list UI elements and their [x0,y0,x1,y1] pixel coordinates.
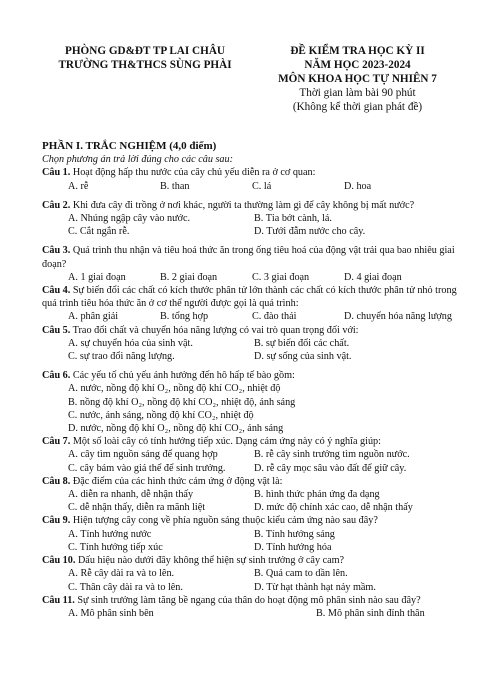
question-text: Các yếu tố chủ yếu ảnh hưởng đến hô hấp tế bào gồm: [70,370,295,382]
option-a: A. cây tìm nguồn sáng để quang hợp [68,449,218,461]
option-b: B. hình thức phản ứng đa dạng [254,489,380,501]
option-b: B. sự biến đổi các chất. [254,337,350,349]
question-number: Câu 4. [42,285,71,297]
exam-header [250,44,465,114]
option-c: C. nước, ánh sáng, nồng độ khí CO₂, nhiệt độ [68,409,254,421]
question-10-options [42,567,462,580]
option-a: A. 1 giai đoạn [68,271,126,283]
school-year: NĂM HỌC 2023-2024 [304,59,411,71]
question-5-options-row2 [42,350,462,363]
question-10-options-row2 [42,581,462,594]
question-9-options-row2 [42,541,462,554]
question-5-options [42,337,462,350]
option-d: D. Tưới đẫm nước cho cây. [254,226,366,238]
question-number: Câu 11. [42,594,75,606]
option-b: B. than [160,180,190,192]
option-d: D. Từ hạt thành hạt nảy mầm. [254,581,376,593]
question-text: Sự biến đổi các chất có kích thước phân tử lớn thành các chất có kích thước phân tử nhỏ trong quá trình tiêu hóa thức ăn ở cơ thể người được gọi là quá trình: [42,285,457,310]
option-a: A. nước, nồng độ khí O₂, nồng độ khí CO₂, nhiệt độ [68,383,281,395]
question-8-options [42,488,462,501]
question-text: Dấu hiệu nào dưới đây không thể hiện sự sinh trưởng ở cây cam? [75,555,345,567]
question-number: Câu 6. [42,370,71,382]
question-7 [42,435,462,448]
question-number: Câu 1. [42,167,71,179]
option-a: A. Nhúng ngập cây vào nước. [68,213,191,225]
question-8-options-row2 [42,501,462,514]
question-7-options-row2 [42,462,462,475]
question-number: Câu 8. [42,475,71,487]
section-title: PHẦN I. TRẮC NGHIỆM (4,0 điểm) [42,140,217,152]
option-b: B. nồng độ khí O₂, nồng độ khí CO₂, nhiệt độ, ánh sáng [68,396,296,408]
question-2 [42,199,462,212]
option-b: B. Tỉa bớt cành, lá. [254,213,332,225]
option-a: A. diễn ra nhanh, dễ nhận thấy [68,489,194,501]
question-4-options [42,310,462,323]
option-a: A. phân giải [68,311,119,323]
question-2-options [42,212,462,225]
question-number: Câu 10. [42,555,76,567]
question-1-options [42,180,462,193]
question-number: Câu 9. [42,515,71,527]
question-text: Một số loài cây có tính hướng tiếp xúc. Dạng cảm ứng này có ý nghĩa giúp: [70,436,381,448]
option-b: B. rễ cây sinh trưởng tìm nguồn nước. [254,449,410,461]
option-b: B. Quả cam to dần lên. [254,568,348,580]
option-d: D. Tính hướng hóa [254,541,332,553]
option-c: C. 3 giai đoạn [252,271,310,283]
question-9 [42,514,462,527]
option-a: A. Rễ cây dài ra và to lên. [68,568,175,580]
school-name: TRƯỜNG TH&THCS SÙNG PHÀI [58,59,232,71]
exam-content [42,140,462,620]
school-header [40,44,250,72]
question-7-options [42,448,462,461]
option-c: C. sự trao đổi năng lượng. [68,351,175,363]
option-d: D. 4 giai đoạn [344,271,402,283]
exam-duration: Thời gian làm bài 90 phút [299,87,416,99]
option-c: C. cây bám vào giá thể để sinh trưởng. [68,462,226,474]
option-d: D. sự sống của sinh vật. [254,351,352,363]
option-c: C. Thân cây dài ra và to lên. [68,581,183,593]
question-text: Trao đổi chất và chuyển hóa năng lượng có vai trò quan trọng đối với: [70,324,359,336]
option-d: D. mức độ chính xác cao, dễ nhận thấy [254,502,413,514]
option-d: D. chuyển hóa năng lượng [344,311,452,323]
option-c: C. đào thải [252,311,297,323]
option-a: A. sự chuyển hóa của sinh vật. [68,337,193,349]
question-number: Câu 7. [42,436,71,448]
question-text: Khi đưa cây đi trồng ở nơi khác, người ta thường làm gì để cây không bị mất nước? [70,199,415,211]
question-3-options [42,271,462,284]
question-11 [42,594,462,607]
option-d: D. hoa [344,180,372,192]
option-c: C. dễ nhận thấy, diễn ra mãnh liệt [68,502,206,514]
section-instruction: Chọn phương án trả lời đúng cho các câu sau: [42,154,234,166]
department-name: PHÒNG GD&ĐT TP LAI CHÂU [65,45,225,57]
option-b: B. Tính hướng sáng [254,528,335,540]
question-1 [42,166,462,179]
question-3 [42,244,462,270]
subject-name: MÔN KHOA HỌC TỰ NHIÊN 7 [278,73,437,85]
exam-title: ĐỀ KIỂM TRA HỌC KỲ II [290,45,425,57]
question-2-options-row2 [42,225,462,238]
option-c: C. lá [252,180,272,192]
question-text: Đặc điểm của các hình thức cảm ứng ở động vật là: [70,475,283,487]
option-b: B. Mô phân sinh đỉnh thân [316,607,425,619]
question-9-options [42,528,462,541]
option-a: A. rễ [68,180,89,192]
option-d: D. rễ cây mọc sâu vào đất để giữ cây. [254,462,407,474]
question-number: Câu 5. [42,324,71,336]
option-c: C. Cắt ngắn rễ. [68,226,130,238]
question-text: Hoạt động hấp thu nước của cây chủ yếu diễn ra ở cơ quan: [70,167,316,179]
question-text: Quá trình thu nhận và tiêu hoá thức ăn trong ống tiêu hoá của động vật trải qua bao nhiêu giai đoạn? [42,245,455,270]
question-8 [42,475,462,488]
question-6 [42,369,462,382]
option-d: D. nước, nồng độ khí O₂, nồng độ khí CO₂, ánh sáng [68,423,284,435]
question-11-options [42,607,462,620]
question-5 [42,324,462,337]
question-number: Câu 3. [42,245,71,257]
question-text: Hiện tượng cây cong về phía nguồn sáng thuộc kiểu cảm ứng nào sau đây? [70,515,378,527]
option-c: C. Tính hướng tiếp xúc [68,541,163,553]
option-b: B. tổng hợp [160,311,209,323]
question-number: Câu 2. [42,199,71,211]
option-a: A. Tính hướng nước [68,528,152,540]
option-a: A. Mô phân sinh bên [68,607,154,619]
question-10 [42,554,462,567]
question-4 [42,284,462,310]
exam-duration-note: (Không kể thời gian phát đề) [292,101,423,113]
option-b: B. 2 giai đoạn [160,271,218,283]
question-text: Sự sinh trưởng làm tăng bề ngang của thân do hoạt động mô phân sinh nào sau đây? [74,594,421,606]
